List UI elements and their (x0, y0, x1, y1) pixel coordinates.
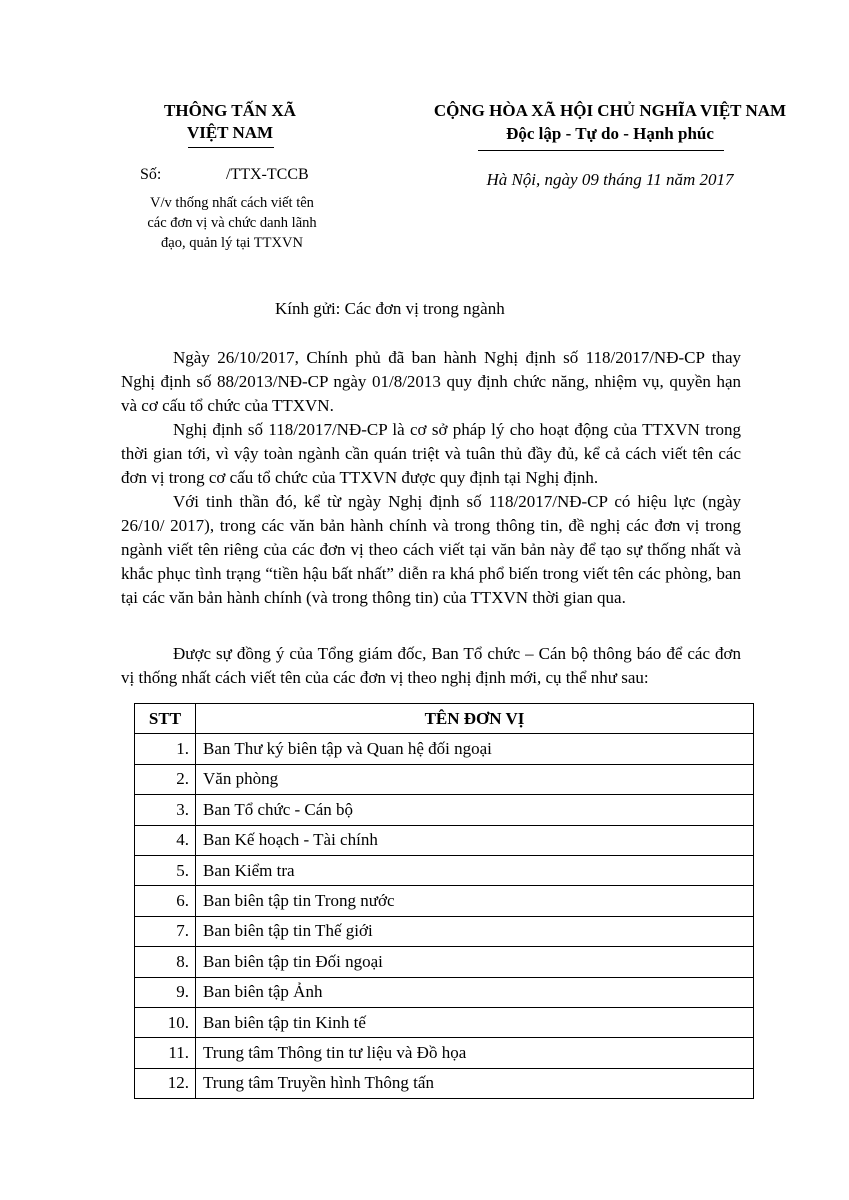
organization-name-line1: THÔNG TẤN XÃ (164, 101, 296, 120)
table-row (135, 947, 754, 977)
table-row (135, 764, 754, 794)
organization-name-line2: VIỆT NAM (186, 123, 274, 142)
table-row (135, 795, 754, 825)
unit-name: Trung tâm Truyền hình Thông tấn (196, 1068, 754, 1098)
organization-underline (188, 147, 274, 148)
unit-name: Ban Kiểm tra (196, 855, 754, 885)
unit-name: Ban Thư ký biên tập và Quan hệ đối ngoại (196, 734, 754, 764)
table-body (135, 734, 754, 1099)
document-number-code: /TTX-TCCB (226, 166, 309, 183)
row-number: 12. (135, 1068, 196, 1098)
subject-line: V/v thống nhất cách viết tên (150, 195, 314, 211)
body-paragraph: Ngày 26/10/2017, Chính phủ đã ban hành Nghị định số 118/2017/NĐ-CP thay Nghị định số 88/2013/NĐ-CP ngày 01/8/2013 quy định chức năng, nhiệm vụ, quyền hạn và cơ cấu tổ chức của TTXVN. (121, 348, 741, 415)
row-number: 8. (135, 947, 196, 977)
column-header-unit-name: TÊN ĐƠN VỊ (196, 704, 754, 734)
unit-name: Văn phòng (196, 764, 754, 794)
issuing-organization (140, 100, 320, 144)
unit-name: Ban biên tập tin Thế giới (196, 916, 754, 946)
table-row (135, 1038, 754, 1068)
unit-name: Ban biên tập tin Trong nước (196, 886, 754, 916)
unit-name: Ban biên tập Ảnh (196, 977, 754, 1007)
subject-line: đạo, quản lý tại TTXVN (161, 235, 303, 251)
row-number: 4. (135, 825, 196, 855)
row-number: 9. (135, 977, 196, 1007)
unit-name: Trung tâm Thông tin tư liệu và Đồ họa (196, 1038, 754, 1068)
national-title (400, 100, 820, 146)
document-number (140, 166, 309, 184)
body-paragraph: Với tinh thần đó, kể từ ngày Nghị định số 118/2017/NĐ-CP có hiệu lực (ngày 26/10/ 2017), trong các văn bản hành chính và trong thông tin, đề nghị các đơn vị trong ngành viết tên riêng của các đơn vị theo cách viết tại văn bản này để tạo sự thống nhất và khắc phục tình trạng “tiền hậu bất nhất” diễn ra khá phổ biến trong viết tên các phòng, ban tại các văn bản hành chính (và trong thông tin) của TTXVN thời gian qua. (121, 492, 741, 607)
row-number: 3. (135, 795, 196, 825)
unit-name: Ban Tổ chức - Cán bộ (196, 795, 754, 825)
row-number: 1. (135, 734, 196, 764)
table-header-row (135, 704, 754, 734)
table-row (135, 734, 754, 764)
row-number: 11. (135, 1038, 196, 1068)
table-row (135, 1007, 754, 1037)
table-row (135, 1068, 754, 1098)
motto-underline (478, 150, 724, 151)
unit-name: Ban biên tập tin Đối ngoại (196, 947, 754, 977)
column-header-stt: STT (135, 704, 196, 734)
table-row (135, 825, 754, 855)
unit-name: Ban Kế hoạch - Tài chính (196, 825, 754, 855)
row-number: 7. (135, 916, 196, 946)
nation-name: CỘNG HÒA XÃ HỘI CHỦ NGHĨA VIỆT NAM (433, 101, 787, 120)
place-and-date: Hà Nội, ngày 09 tháng 11 năm 2017 (486, 170, 734, 189)
table-row (135, 977, 754, 1007)
row-number: 5. (135, 855, 196, 885)
unit-name: Ban biên tập tin Kinh tế (196, 1007, 754, 1037)
subject-line: các đơn vị và chức danh lãnh (147, 215, 317, 231)
body-paragraph: Nghị định số 118/2017/NĐ-CP là cơ sở pháp lý cho hoạt động của TTXVN trong thời gian tới, vì vậy toàn ngành cần quán triệt và tuân thủ đầy đủ, kể cả cách viết tên các đơn vị trong cơ cấu tổ chức của TTXVN được quy định tại Nghị định. (121, 420, 741, 487)
unit-names-table (134, 703, 754, 1099)
row-number: 10. (135, 1007, 196, 1037)
recipient-line: Kính gửi: Các đơn vị trong ngành (275, 299, 505, 318)
table-row (135, 886, 754, 916)
row-number: 6. (135, 886, 196, 916)
row-number: 2. (135, 764, 196, 794)
document-number-label: Số: (140, 166, 162, 183)
national-motto: Độc lập - Tự do - Hạnh phúc (506, 124, 714, 143)
table-row (135, 916, 754, 946)
table-row (135, 855, 754, 885)
document-subject (126, 193, 338, 253)
body-paragraph: Được sự đồng ý của Tổng giám đốc, Ban Tổ chức – Cán bộ thông báo để các đơn vị thống nhất cách viết tên của các đơn vị theo nghị định mới, cụ thể như sau: (121, 644, 741, 687)
